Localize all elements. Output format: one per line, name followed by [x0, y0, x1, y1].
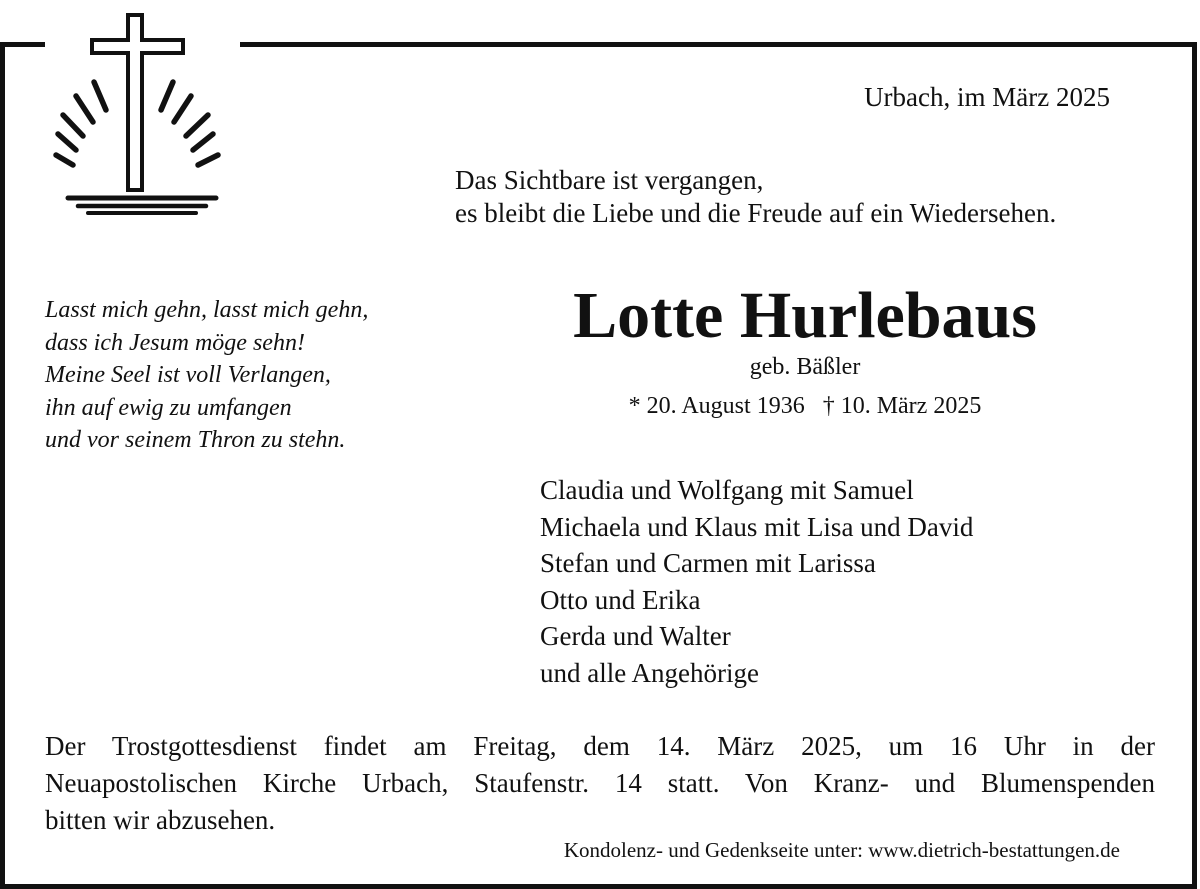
- place-date: Urbach, im März 2025: [864, 82, 1110, 112]
- poem-line: Lasst mich gehn, lasst mich gehn,: [45, 297, 369, 323]
- condolence-website: Kondolenz- und Gedenkseite unter: www.dietrich-bestattungen.de: [563, 838, 1120, 862]
- poem-line: dass ich Jesum möge sehn!: [45, 329, 305, 356]
- service-announcement: [45, 728, 1155, 839]
- service-line: Neuapostolischen Kirche Urbach, Staufenstr. 14 statt. Von Kranz- und Blumenspenden: [45, 768, 1155, 798]
- poem-line: ihn auf ewig zu umfangen: [45, 394, 292, 421]
- frame-border-right: [1192, 42, 1197, 889]
- frame-border-left: [0, 42, 5, 889]
- poem-line: und vor seinem Thron zu stehn.: [45, 427, 346, 453]
- poem-line: Meine Seel ist voll Verlangen,: [45, 362, 331, 388]
- hymn-poem: [45, 294, 368, 457]
- mourner-line: Gerda und Walter: [540, 621, 731, 652]
- cross-rising-sun-water-icon: [48, 10, 236, 220]
- mourners-list: [540, 472, 973, 692]
- frame-border-top-right: [240, 42, 1196, 47]
- deceased-life-dates: * 20. August 1936 † 10. März 2025: [628, 393, 982, 419]
- motto-quote: [455, 164, 1056, 230]
- service-line: Der Trostgottesdienst findet am Freitag, dem 14. März 2025, um 16 Uhr in der: [45, 731, 1155, 761]
- motto-line: Das Sichtbare ist vergangen,: [455, 165, 764, 195]
- motto-line: es bleibt die Liebe und die Freude auf ein Wiedersehen.: [455, 198, 1057, 228]
- frame-border-bottom: [0, 884, 1197, 889]
- mourner-line: Stefan und Carmen mit Larissa: [540, 548, 876, 579]
- mourner-line: Otto und Erika: [540, 584, 701, 615]
- deceased-birth-name: geb. Bäßler: [749, 354, 861, 380]
- deceased-name: Lotte Hurlebaus: [573, 279, 1037, 352]
- mourner-line: und alle Angehörige: [540, 657, 759, 688]
- mourner-line: Claudia und Wolfgang mit Samuel: [540, 475, 914, 505]
- service-line: bitten wir abzusehen.: [45, 805, 276, 835]
- mourner-line: Michaela und Klaus mit Lisa und David: [540, 511, 974, 542]
- frame-border-top-left: [0, 42, 45, 47]
